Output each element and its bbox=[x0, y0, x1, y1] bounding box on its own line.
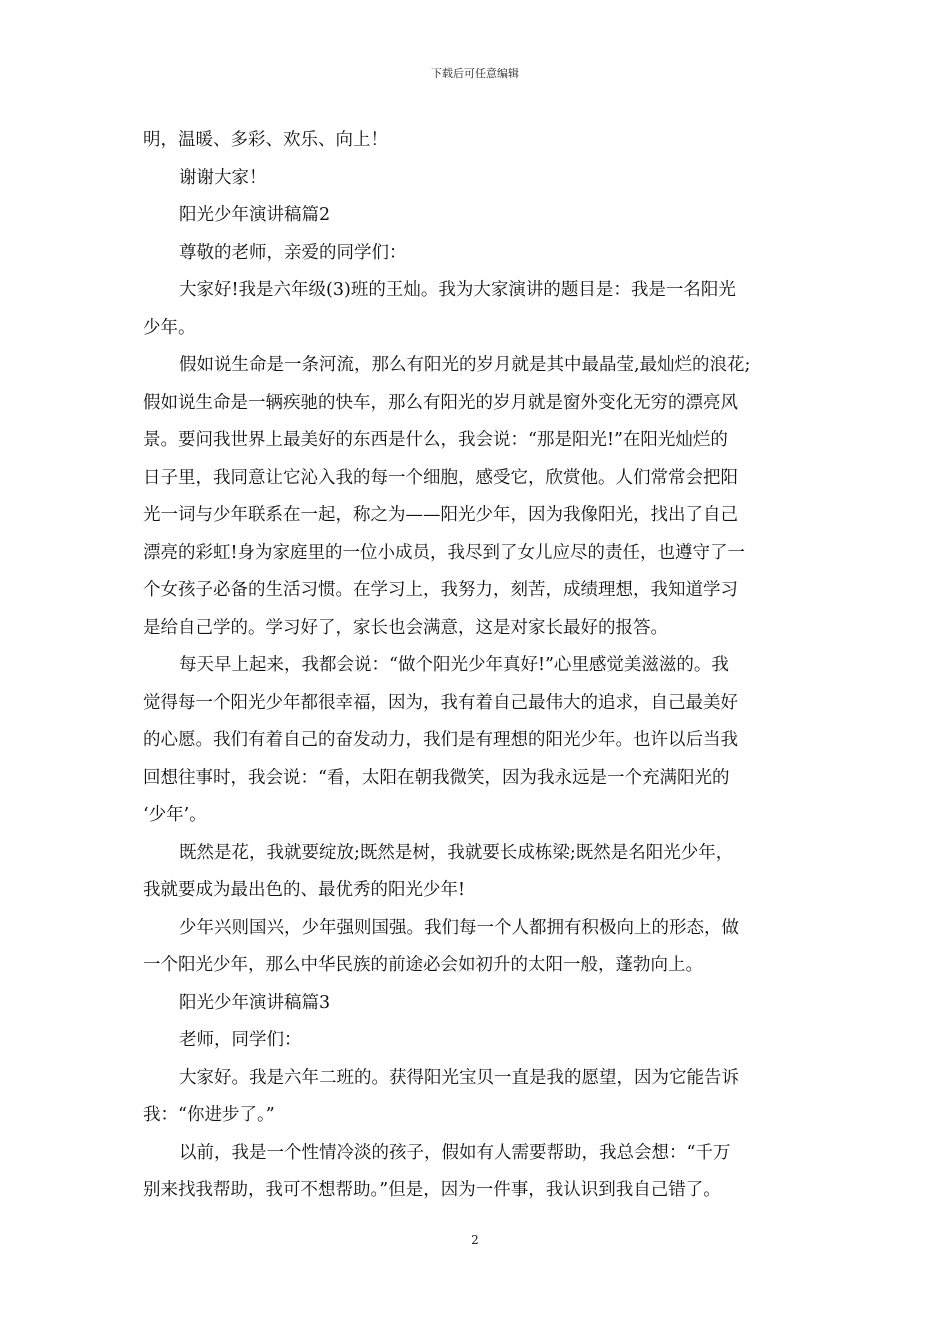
text-line-16: 觉得每一个阳光少年都很幸福，因为，我有着自己最伟大的追求，自己最美好 bbox=[143, 692, 738, 713]
text-line-13: 个女孩子必备的生活习惯。在学习上，我努力，刻苦，成绩理想，我知道学习 bbox=[143, 580, 738, 600]
page-header-note: 下载后可任意编辑 bbox=[431, 67, 519, 80]
text-line-27: 我：“你进步了。” bbox=[143, 1105, 275, 1125]
text-line-10: 日子里，我同意让它沁入我的每一个细胞，感受它，欣赏他。人们常常会把阳 bbox=[143, 467, 738, 488]
section-heading-3: 阳光少年演讲稿篇3 bbox=[179, 992, 331, 1013]
salutation-line: 尊敬的老师，亲爱的同学们： bbox=[179, 242, 407, 263]
text-line-26: 大家好。我是六年二班的。获得阳光宝贝一直是我的愿望，因为它能告诉 bbox=[179, 1067, 739, 1088]
page-number: 2 bbox=[471, 1233, 479, 1247]
text-line-20: 既然是花，我就要绽放;既然是树，我就要长成栋梁;既然是名阳光少年， bbox=[179, 842, 734, 863]
text-line-18: 回想往事时，我会说：“看，太阳在朝我微笑，因为我永远是一个充满阳光的 bbox=[143, 767, 730, 788]
text-line-28: 以前，我是一个性情冷淡的孩子，假如有人需要帮助，我总会想：“千万 bbox=[179, 1142, 731, 1163]
text-line-1: 明，温暖、多彩、欢乐、向上！ bbox=[143, 130, 388, 150]
text-line-7: 假如说生命是一条河流，那么有阳光的岁月就是其中最晶莹,最灿烂的浪花; bbox=[179, 355, 751, 375]
text-line-11: 光一词与少年联系在一起，称之为——阳光少年，因为我像阳光，找出了自己 bbox=[143, 505, 738, 525]
text-line-8: 假如说生命是一辆疾驰的快车，那么有阳光的岁月就是窗外变化无穷的漂亮风 bbox=[143, 392, 738, 413]
text-line-15: 每天早上起来，我都会说：“做个阳光少年真好!”心里感觉美滋滋的。我 bbox=[179, 655, 729, 675]
text-line-22: 少年兴则国兴，少年强则国强。我们每一个人都拥有积极向上的形态，做 bbox=[179, 917, 739, 938]
document-body bbox=[143, 122, 808, 1210]
text-line-14: 是给自己学的。学习好了，家长也会满意，这是对家长最好的报答。 bbox=[143, 617, 668, 638]
text-line-6: 少年。 bbox=[143, 317, 196, 338]
text-line-17: 的心愿。我们有着自己的奋发动力，我们是有理想的阳光少年。也许以后当我 bbox=[143, 730, 738, 750]
text-line-23: 一个阳光少年，那么中华民族的前途必会如初升的太阳一般，蓬勃向上。 bbox=[143, 955, 703, 975]
text-line-5: 大家好!我是六年级(3)班的王灿。我为大家演讲的题目是：我是一名阳光 bbox=[179, 280, 736, 300]
text-line-2: 谢谢大家！ bbox=[179, 167, 267, 188]
text-line-21: 我就要成为最出色的、最优秀的阳光少年! bbox=[143, 880, 466, 900]
text-line-12: 漂亮的彩虹!身为家庭里的一位小成员，我尽到了女儿应尽的责任，也遵守了一 bbox=[143, 542, 746, 563]
salutation-line-2: 老师，同学们： bbox=[179, 1030, 302, 1050]
section-heading-2: 阳光少年演讲稿篇2 bbox=[179, 205, 331, 225]
text-line-29: 别来找我帮助，我可不想帮助。”但是，因为一件事，我认识到我自己错了。 bbox=[143, 1180, 721, 1200]
text-line-19: ‘少年’。 bbox=[143, 805, 207, 825]
text-line-9: 景。要问我世界上最美好的东西是什么，我会说：“那是阳光!”在阳光灿烂的 bbox=[143, 430, 728, 450]
